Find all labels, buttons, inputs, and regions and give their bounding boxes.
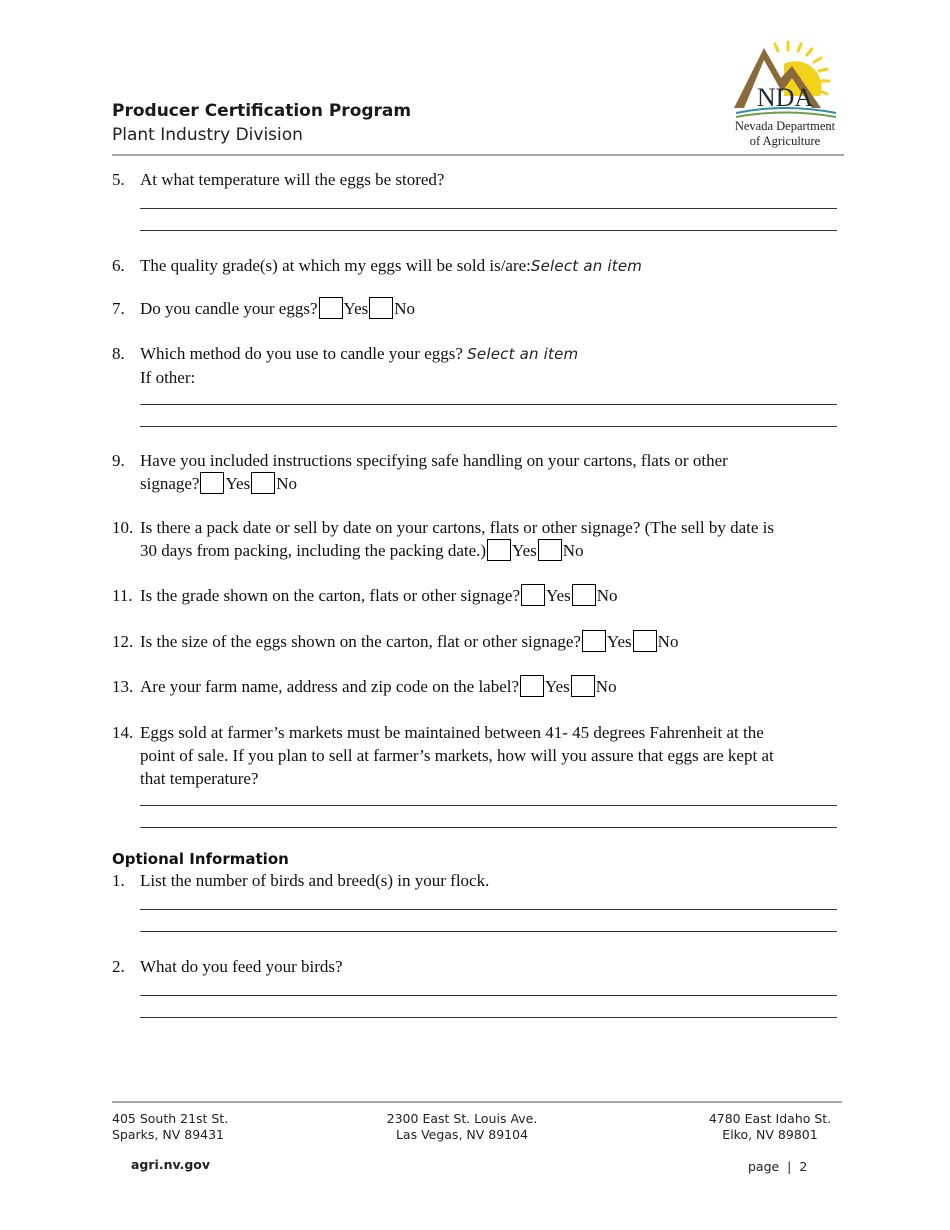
header-divider [112, 154, 844, 156]
question-number: 9. [112, 451, 125, 470]
answer-line[interactable] [140, 1017, 837, 1018]
no-checkbox[interactable] [633, 630, 657, 652]
yes-checkbox[interactable] [487, 539, 511, 561]
question-text: Is the size of the eggs shown on the carton, flat or other signage? [140, 632, 581, 651]
no-label: No [657, 632, 679, 651]
question-text-cont: point of sale. If you plan to sell at farmer’s markets, how will you assure that eggs are kept at [140, 746, 774, 765]
logo-abbr: NDA [756, 83, 814, 112]
no-label: No [595, 677, 617, 696]
yes-checkbox[interactable] [520, 675, 544, 697]
question-text: Which method do you use to candle your eggs? [140, 344, 463, 363]
yes-checkbox[interactable] [521, 584, 545, 606]
yes-label: Yes [343, 299, 369, 318]
no-checkbox[interactable] [572, 584, 596, 606]
answer-line[interactable] [140, 230, 837, 231]
no-checkbox[interactable] [251, 472, 275, 494]
address-street: 4780 East Idaho St. [708, 1111, 832, 1126]
yes-label: Yes [225, 474, 251, 493]
question-text: Are your farm name, address and zip code on the label? [140, 677, 520, 696]
question-number: 11. [112, 586, 133, 605]
answer-line[interactable] [140, 931, 837, 932]
answer-line[interactable] [140, 909, 837, 910]
optional-question-2 [112, 955, 852, 978]
question-number: 7. [112, 299, 125, 318]
website-link[interactable]: agri.nv.gov [131, 1157, 211, 1172]
question-6 [112, 254, 852, 278]
question-number: 8. [112, 344, 125, 363]
address-city: Elko, NV 89801 [722, 1127, 818, 1142]
no-label: No [276, 474, 298, 493]
no-checkbox[interactable] [369, 297, 393, 319]
yes-label: Yes [606, 632, 632, 651]
candle-method-dropdown[interactable]: Select an item [467, 345, 579, 363]
question-number: 2. [112, 957, 125, 976]
yes-label: Yes [512, 541, 537, 560]
answer-line[interactable] [140, 404, 837, 405]
yes-checkbox[interactable] [319, 297, 343, 319]
question-text: The quality grade(s) at which my eggs will be sold is/are: [140, 256, 531, 275]
answer-line[interactable] [140, 208, 837, 209]
address-city: Sparks, NV 89431 [112, 1127, 225, 1142]
question-number: 12. [112, 632, 134, 651]
las-vegas-office-address [370, 1111, 554, 1143]
question-text-cont: signage? [140, 474, 200, 493]
question-number: 10. [112, 518, 134, 537]
question-text: At what temperature will the eggs be stored? [140, 170, 445, 189]
yes-checkbox[interactable] [200, 472, 224, 494]
question-number: 1. [112, 871, 125, 890]
division-subtitle: Plant Industry Division [112, 125, 303, 145]
question-number: 6. [112, 256, 125, 275]
address-city: Las Vegas, NV 89104 [395, 1127, 529, 1142]
question-text: Eggs sold at farmer’s markets must be maintained between 41- 45 degrees Fahrenheit at the [140, 723, 764, 742]
question-text: Have you included instructions specifying safe handling on your cartons, flats or other [140, 451, 728, 470]
sparks-office-address [112, 1111, 228, 1143]
question-text: Is there a pack date or sell by date on your cartons, flats or other signage? (The sell by date is [140, 518, 774, 537]
answer-line[interactable] [140, 995, 837, 996]
question-text: Is the grade shown on the carton, flats or other signage? [140, 586, 521, 605]
yes-label: Yes [546, 586, 571, 605]
address-street: 2300 East St. Louis Ave. [386, 1111, 538, 1126]
question-8 [112, 342, 852, 389]
no-label: No [596, 586, 618, 605]
optional-info-heading: Optional Information [112, 850, 289, 868]
no-label: No [562, 541, 584, 560]
page-number: page | 2 [748, 1159, 808, 1174]
question-13 [112, 675, 852, 698]
footer-divider [112, 1101, 842, 1103]
question-9 [112, 449, 852, 495]
question-number: 5. [112, 170, 125, 189]
logo-line-1: Nevada Department [734, 119, 836, 133]
question-12 [112, 630, 852, 653]
logo-line-2: of Agriculture [749, 134, 821, 148]
question-10 [112, 516, 852, 562]
answer-line[interactable] [140, 805, 837, 806]
question-5 [112, 168, 852, 191]
question-number: 14. [112, 723, 134, 742]
question-text: What do you feed your birds? [140, 957, 343, 976]
no-checkbox[interactable] [571, 675, 595, 697]
question-text-cont: that temperature? [140, 769, 259, 788]
elko-office-address [690, 1111, 850, 1143]
address-street: 405 South 21st St. [112, 1111, 229, 1126]
question-14 [112, 721, 852, 790]
no-label: No [394, 299, 416, 318]
question-number: 13. [112, 677, 134, 696]
answer-line[interactable] [140, 827, 837, 828]
if-other-label: If other: [140, 368, 196, 387]
quality-grade-dropdown[interactable]: Select an item [530, 257, 643, 275]
no-checkbox[interactable] [538, 539, 562, 561]
question-text: Do you candle your eggs? [140, 299, 318, 318]
yes-checkbox[interactable] [582, 630, 606, 652]
program-title: Producer Certification Program [112, 101, 412, 121]
question-7 [112, 297, 852, 320]
question-11 [112, 584, 852, 607]
question-text: List the number of birds and breed(s) in your flock. [140, 871, 490, 890]
optional-question-1 [112, 869, 852, 892]
logo-caption [726, 119, 844, 149]
yes-label: Yes [545, 677, 570, 696]
question-text-cont: 30 days from packing, including the packing date.) [140, 541, 487, 560]
answer-line[interactable] [140, 426, 837, 427]
